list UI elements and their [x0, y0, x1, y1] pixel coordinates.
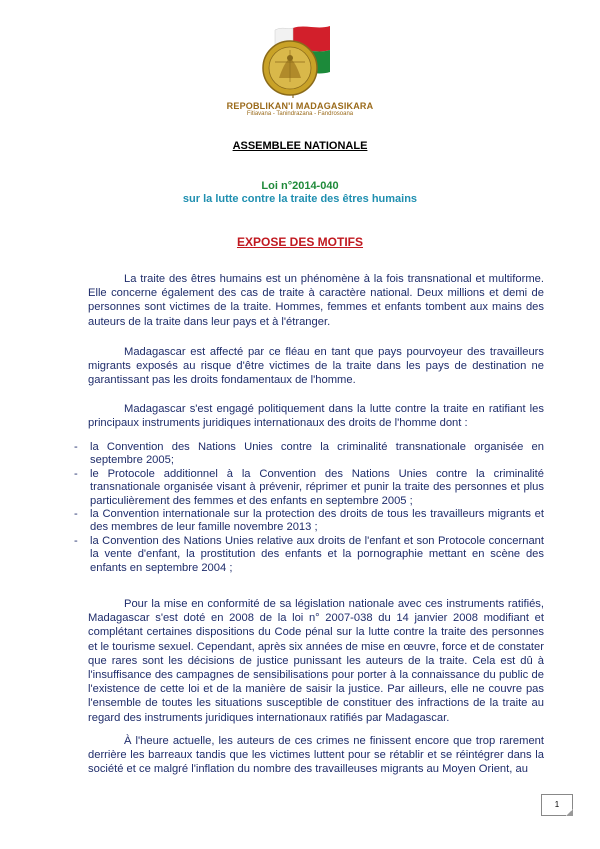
section-title: EXPOSE DES MOTIFS [236, 235, 364, 249]
republic-name: REPOBLIKAN'I MADAGASIKARA [226, 101, 374, 111]
paragraph: À l'heure actuelle, les auteurs de ces crimes ne finissent encore que trop rarement derrière les barreaux tandis que les victimes luttent pour se rétablir et se réintégrer dans la société et ce malgré l'inflation du nombre des travailleuses migrants au Moyen Orient, au [88, 735, 544, 776]
madagascar-coat-of-arms-icon [235, 20, 365, 105]
conventions-list [74, 441, 544, 575]
paragraph: Madagascar est affecté par ce fléau en tant que pays pourvoyeur des travailleurs migrants exposés au risque d'être victimes de la traite dans les pays de destination ne garantissant pas les droits fondamentaux de l'homme. [88, 346, 544, 387]
paragraph: Pour la mise en conformité de sa législation nationale avec ces instruments ratifiés, Madagascar s'est doté en 2008 de la loi n° 2007-038 du 14 janvier 2008 modifiant et complétant certaines dispositions du Code pénal sur la lutte contre la traite des personnes et le tourisme sexuel. Cependant, après six années de mise en œuvre, force et de constater que rares sont les décisions de justice punissant les auteurs de la traite. Cela est dû à l'insuffisance des campagnes de sensibilisations pour porter à la connaissance du public de l'existence de cette loi et de la manière de saisir la justice. Par ailleurs, elle ne couvre pas l'ensemble de toutes les situations susceptible de constituer des infractions de la traite au regard des instruments juridiques internationaux ratifiés par Madagascar. [88, 598, 544, 724]
paragraph: Madagascar s'est engagé politiquement dans la lutte contre la traite en ratifiant les principaux instruments juridiques internationaux des droits de l'homme dont : [88, 403, 544, 430]
page-number: 1 [541, 794, 573, 816]
paragraph: La traite des êtres humains est un phénomène à la fois transnational et multiforme. Elle concerne également des cas de traite à caractère national. Deux millions et demi de personnes sont victimes de la traite. Hommes, femmes et enfants tombent aux mains des auteurs de la traite dans leur pays et à l'étranger. [88, 273, 544, 328]
law-number: Loi n°2014-040 [261, 180, 339, 192]
law-title: sur la lutte contre la traite des êtres humains [182, 193, 418, 205]
republic-motto: Fitiavana - Tanindrazana - Fandrosoana [246, 111, 354, 117]
list-item: - la Convention des Nations Unies relative aux droits de l'enfant et son Protocole concernant la vente d'enfant, la prostitution des enfants et la pornographie mettant en scène des enfants en septembre 2004 ; [74, 534, 544, 574]
list-item: - la Convention des Nations Unies contre la criminalité transnationale organisée en septembre 2005; [74, 441, 544, 467]
list-item: - le Protocole additionnel à la Convention des Nations Unies contre la criminalité transnationale organisée visant à prévenir, réprimer et punir la traite des personnes et plus particulièrement des femmes et des enfants en septembre 2005 ; [74, 467, 544, 507]
list-item: - la Convention internationale sur la protection des droits de tous les travailleurs migrants et des membres de leur famille novembre 2013 ; [74, 508, 544, 534]
assembly-heading: ASSEMBLEE NATIONALE [232, 140, 368, 152]
